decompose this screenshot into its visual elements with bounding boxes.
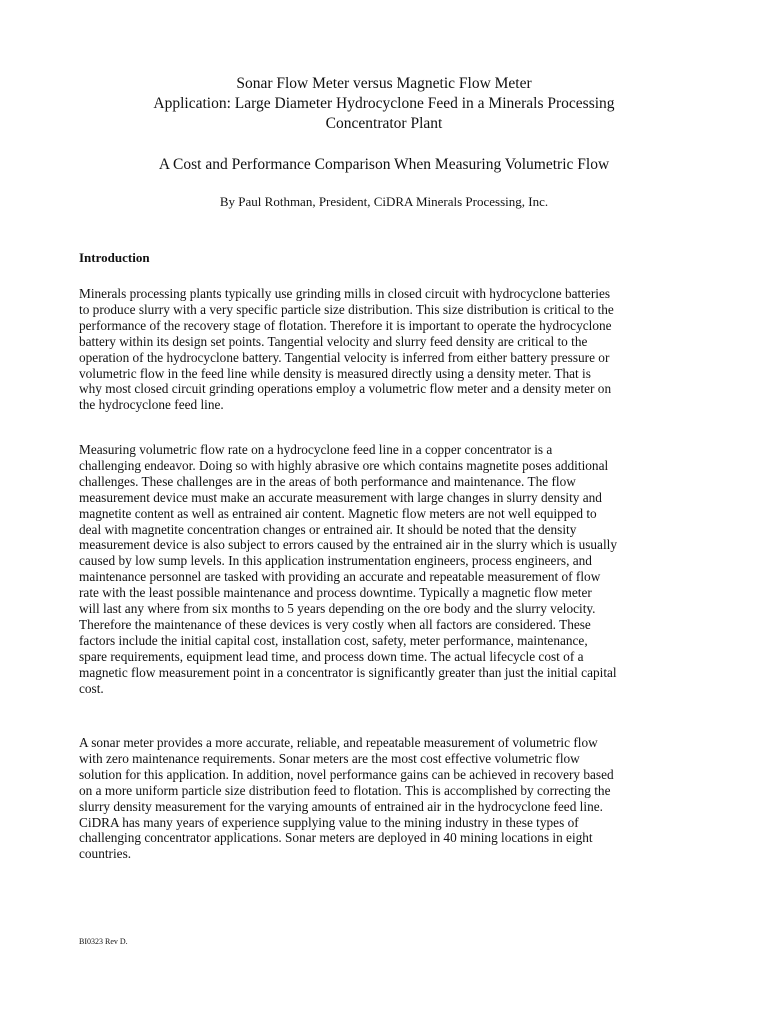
- section-heading-introduction: Introduction: [79, 250, 150, 265]
- paragraph-line: magnetite content as well as entrained air content. Magnetic flow meters are not well equipped to: [79, 505, 597, 521]
- paragraph-2: [79, 442, 691, 697]
- paragraph-3: [79, 735, 691, 862]
- paragraph-line: factors include the initial capital cost, installation cost, safety, meter performance, maintenance,: [79, 632, 588, 648]
- paragraph-line: measurement device must make an accurate measurement with large changes in slurry density and: [79, 489, 602, 505]
- paragraph-line: why most closed circuit grinding operations employ a volumetric flow meter and a density meter on: [79, 381, 612, 397]
- paragraph-line: operation of the hydrocyclone battery. Tangential velocity is inferred from either battery pressure or: [79, 349, 610, 365]
- paragraph-line: challenging endeavor. Doing so with highly abrasive ore which contains magnetite poses additional: [79, 457, 609, 473]
- paragraph-1: [79, 286, 691, 413]
- paragraph-line: to produce slurry with a very specific particle size distribution. This size distribution is critical to the: [79, 301, 614, 317]
- paragraph-line: rate with the least possible maintenance and process downtime. Typically a magnetic flow meter: [79, 585, 592, 601]
- title-line-2: Application: Large Diameter Hydrocyclone Feed in a Minerals Processing: [153, 95, 615, 112]
- paragraph-line: magnetic flow measurement point in a concentrator is significantly greater than just the initial capital: [79, 664, 617, 680]
- paragraph-line: volumetric flow in the feed line while density is measured directly using a density meter. That is: [79, 365, 591, 381]
- document-revision-footer: BI0323 Rev D.: [79, 937, 128, 946]
- paragraph-line: deal with magnetite concentration changes or entrained air. It should be noted that the density: [79, 521, 577, 537]
- paragraph-line: measurement device is also subject to errors caused by the entrained air in the slurry which is usually: [79, 537, 617, 553]
- paragraph-line: Therefore the maintenance of these devices is very costly when all factors are considered. These: [79, 616, 591, 632]
- paragraph-line: performance of the recovery stage of flotation. Therefore it is important to operate the hydrocyclone: [79, 317, 612, 333]
- paragraph-line: maintenance personnel are tasked with providing an accurate and repeatable measurement of flow: [79, 569, 601, 585]
- paragraph-line: slurry density measurement for the varying amounts of entrained air in the hydrocyclone feed line.: [79, 798, 603, 814]
- paragraph-line: caused by low sump levels. In this application instrumentation engineers, process engineers, and: [79, 553, 592, 569]
- paragraph-line: challenging concentrator applications. Sonar meters are deployed in 40 mining locations in eight: [79, 830, 593, 846]
- paragraph-line: battery within its design set points. Tangential velocity and slurry feed density are critical to the: [79, 333, 588, 349]
- paragraph-line: cost.: [79, 680, 104, 696]
- paragraph-line: challenges. These challenges are in the areas of both performance and maintenance. The flow: [79, 473, 576, 489]
- paragraph-line: CiDRA has many years of experience supplying value to the mining industry in these types of: [79, 814, 579, 830]
- paragraph-line: with zero maintenance requirements. Sonar meters are the most cost effective volumetric flow: [79, 750, 580, 766]
- title-line-1: Sonar Flow Meter versus Magnetic Flow Meter: [236, 75, 532, 92]
- paragraph-line: solution for this application. In addition, novel performance gains can be achieved in recovery based: [79, 766, 614, 782]
- paragraph-line: countries.: [79, 846, 132, 862]
- paragraph-line: A sonar meter provides a more accurate, reliable, and repeatable measurement of volumetric flow: [79, 735, 598, 750]
- paragraph-line: on a more uniform particle size distribution feed to flotation. This is accomplished by correcting the: [79, 782, 611, 798]
- document-subtitle: A Cost and Performance Comparison When Measuring Volumetric Flow: [158, 156, 610, 173]
- paragraph-line: will last any where from six months to 5 years depending on the ore body and the slurry velocity.: [79, 601, 596, 617]
- paragraph-line: Measuring volumetric flow rate on a hydrocyclone feed line in a copper concentrator is a: [79, 442, 553, 457]
- paragraph-line: spare requirements, equipment lead time, and process down time. The actual lifecycle cost of a: [79, 648, 584, 664]
- paragraph-line: the hydrocyclone feed line.: [79, 397, 224, 413]
- title-line-3: Concentrator Plant: [325, 115, 443, 132]
- author-byline: By Paul Rothman, President, CiDRA Minerals Processing, Inc.: [219, 194, 549, 209]
- document-title: [0, 74, 768, 134]
- paragraph-line: Minerals processing plants typically use grinding mills in closed circuit with hydrocyclone batteries: [79, 286, 611, 301]
